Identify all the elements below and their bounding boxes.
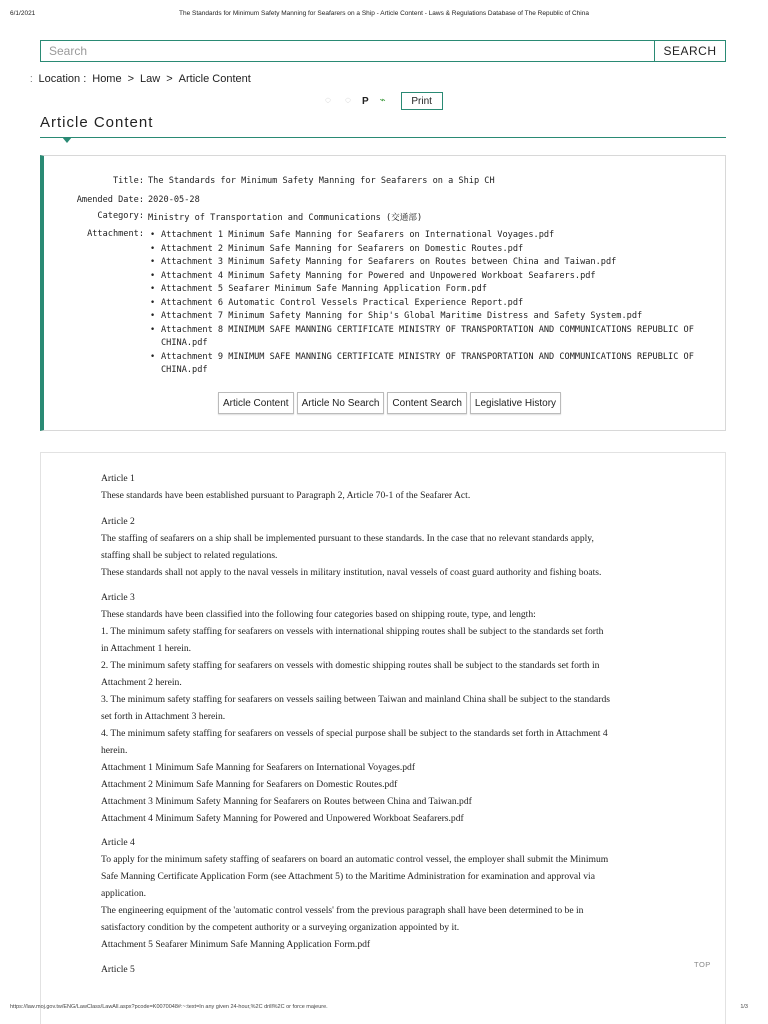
article-title: Article 3 (101, 592, 135, 603)
article-title: Article 4 (101, 837, 135, 848)
title-value: The Standards for Minimum Safety Manning for Seafarers on a Ship CH (148, 176, 495, 186)
amended-label: Amended Date: (76, 195, 144, 205)
print-footer (0, 1004, 768, 1014)
view-tabs (218, 392, 561, 414)
breadcrumb (30, 73, 251, 85)
article-text: in Attachment 1 herein. (101, 643, 192, 654)
breadcrumb-home[interactable]: Home (92, 73, 122, 85)
article-title: Article 5 (101, 964, 135, 975)
law-info-box (40, 155, 726, 431)
attachment-link[interactable]: • Attachment 4 Minimum Safety Manning for Powered and Unpowered Workboat Seafarers.pdf (148, 270, 718, 284)
article-text: The staffing of seafarers on a ship shall be implemented pursuant to these standards. In the case that no relevant standards apply, (101, 533, 594, 544)
article-2 (101, 513, 671, 581)
title-row (44, 176, 495, 186)
article-text: Attachment 2 herein. (101, 677, 182, 688)
attachment-link[interactable]: • Attachment 3 Minimum Safety Manning for Seafarers on Routes between China and Taiwan.pdf (148, 256, 718, 270)
article-3 (101, 589, 671, 827)
article-text: 4. The minimum safety staffing for seafarers on vessels of special purpose shall be subject to the standards set forth in Attachment 4 (101, 728, 608, 739)
attachment-link[interactable]: Attachment 1 Minimum Safe Manning for Seafarers on International Voyages.pdf (101, 762, 416, 773)
page-title: Article Content (40, 114, 154, 131)
article-text: 3. The minimum safety staffing for seafarers on vessels sailing between Taiwan and mainland China shall be subject to the standards (101, 694, 611, 705)
article-text: staffing shall be subject to related regulations. (101, 550, 278, 561)
article-text: To apply for the minimum safety staffing of seafarers on board an automatic control vessel, the employer shall submit the Minimum (101, 854, 609, 865)
breadcrumb-separator: > (127, 73, 135, 85)
print-url: https://law.moj.gov.tw/ENG/LawClass/LawAll.aspx?pcode=K0070048#:~:text=In any given 24-hour,%2C drill%2C or force majeure. (10, 1004, 328, 1010)
attachment-link[interactable]: • Attachment 6 Automatic Control Vessels Practical Experience Report.pdf (148, 297, 718, 311)
article-text: These standards shall not apply to the naval vessels in military institution, naval vessels of coast guard authority and fishing boats. (101, 567, 602, 578)
attachment-link[interactable]: • Attachment 1 Minimum Safe Manning for Seafarers on International Voyages.pdf (148, 229, 718, 243)
print-page-number: 1/3 (740, 1004, 748, 1010)
article-text: application. (101, 888, 147, 899)
breadcrumb-prefix: Location : (38, 73, 87, 85)
back-to-top-link[interactable]: TOP (694, 960, 711, 969)
search-button[interactable]: SEARCH (654, 40, 726, 62)
amended-row (44, 195, 200, 205)
heading-caret-icon (62, 137, 72, 143)
search-bar (40, 40, 726, 62)
p-icon[interactable]: P (362, 95, 369, 107)
attachment-link[interactable]: Attachment 2 Minimum Safe Manning for Seafarers on Domestic Routes.pdf (101, 779, 398, 790)
article-text: 2. The minimum safety staffing for seafarers on vessels with domestic shipping routes shall be subject to the standards set forth in (101, 660, 600, 671)
print-date: 6/1/2021 (10, 10, 36, 17)
article-text: 1. The minimum safety staffing for seafarers on vessels with international shipping routes shall be subject to the standards set forth (101, 626, 604, 637)
attachment-link[interactable]: Attachment 4 Minimum Safety Manning for Powered and Unpowered Workboat Seafarers.pdf (101, 813, 464, 824)
article-text: set forth in Attachment 3 herein. (101, 711, 226, 722)
attachment-link[interactable]: • Attachment 7 Minimum Safety Manning for Ship's Global Maritime Distress and Safety System.pdf (148, 310, 718, 324)
article-text: herein. (101, 745, 128, 756)
article-title: Article 1 (101, 473, 135, 484)
print-page-title: The Standards for Minimum Safety Manning for Seafarers on a Ship - Article Content - Laws & Regulations Database of The Republic of China (179, 10, 589, 17)
share-icon[interactable]: ◌ (345, 95, 351, 106)
tab-article-content[interactable]: Article Content (218, 392, 294, 414)
tab-content-search[interactable]: Content Search (387, 392, 467, 414)
attachment-link[interactable]: Attachment 3 Minimum Safety Manning for Seafarers on Routes between China and Taiwan.pdf (101, 796, 472, 807)
toolbar (322, 92, 443, 110)
print-button[interactable]: Print (401, 92, 443, 110)
breadcrumb-separator: > (166, 73, 173, 85)
article-5 (101, 961, 671, 978)
tab-article-no-search[interactable]: Article No Search (297, 392, 385, 414)
attachment-row (44, 229, 148, 239)
article-text: These standards have been classified into the following four categories based on shipping route, type, and length: (101, 609, 536, 620)
article-4 (101, 834, 671, 953)
article-1 (101, 470, 671, 504)
print-header (0, 8, 768, 20)
article-title: Article 2 (101, 516, 135, 527)
article-text: satisfactory condition by the competent authority or a surveying organization appointed by it. (101, 922, 460, 933)
article-text: The engineering equipment of the 'automatic control vessels' from the previous paragraph shall have been determined to be in (101, 905, 584, 916)
heading-divider (40, 137, 726, 138)
breadcrumb-law[interactable]: Law (140, 73, 161, 85)
breadcrumb-current: Article Content (178, 73, 251, 85)
attachment-list (148, 229, 718, 378)
attachment-link[interactable]: • Attachment 9 MINIMUM SAFE MANNING CERTIFICATE MINISTRY OF TRANSPORTATION AND COMMUNICATIONS REPUBLIC OF CHINA.pdf (148, 351, 718, 378)
attachment-link[interactable]: • Attachment 8 MINIMUM SAFE MANNING CERTIFICATE MINISTRY OF TRANSPORTATION AND COMMUNICATIONS REPUBLIC OF CHINA.pdf (148, 324, 718, 351)
bullet-icon: ⁚ (30, 74, 33, 84)
attachment-link[interactable]: Attachment 5 Seafarer Minimum Safe Manning Application Form.pdf (101, 939, 371, 950)
category-row (44, 211, 422, 223)
article-text: Safe Manning Certificate Application Form (see Attachment 5) to the Maritime Administration for examination and approval via (101, 871, 595, 882)
article-text: These standards have been established pursuant to Paragraph 2, Article 70-1 of the Seafarer Act. (101, 490, 471, 501)
category-label: Category: (97, 211, 144, 221)
category-value: Ministry of Transportation and Communications (交通部) (148, 213, 423, 223)
amended-value: 2020-05-28 (148, 195, 200, 205)
attachment-link[interactable]: • Attachment 5 Seafarer Minimum Safe Manning Application Form.pdf (148, 283, 718, 297)
article-content-box (40, 452, 726, 1024)
green-icon[interactable]: ⌁ (379, 95, 386, 106)
search-input[interactable] (40, 40, 654, 62)
share-icon[interactable]: ◌ (325, 95, 331, 106)
title-label: Title: (112, 176, 144, 186)
attachment-label: Attachment: (87, 229, 144, 239)
attachment-link[interactable]: • Attachment 2 Minimum Safe Manning for Seafarers on Domestic Routes.pdf (148, 243, 718, 257)
tab-legislative-history[interactable]: Legislative History (470, 392, 561, 414)
